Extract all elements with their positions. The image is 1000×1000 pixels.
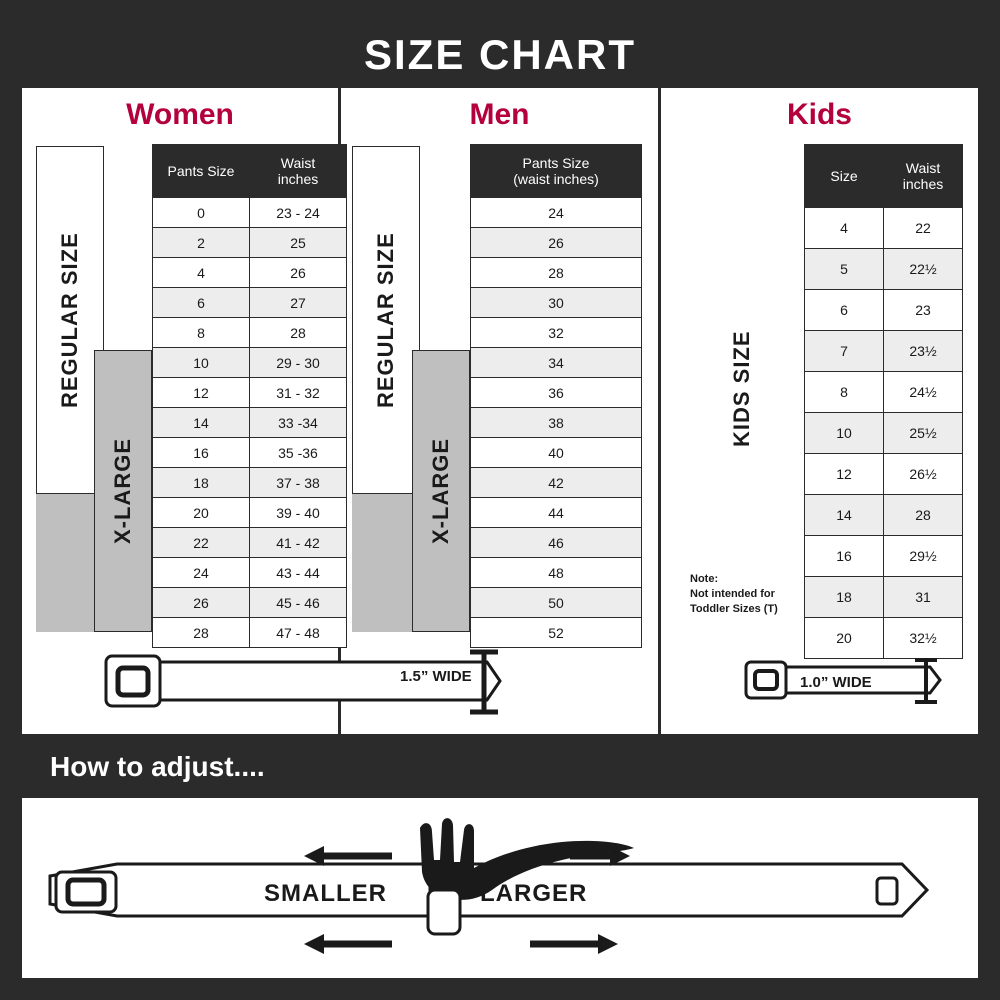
- men-header-line1: Pants Size: [522, 154, 590, 171]
- table-row: [471, 378, 642, 408]
- table-row: [471, 288, 642, 318]
- cell-size: 14: [805, 495, 884, 536]
- men-header-line2: (waist inches): [513, 171, 599, 187]
- cell-size: 5: [805, 249, 884, 290]
- cell-size: 20: [805, 618, 884, 659]
- cell-waist: 25: [250, 228, 347, 258]
- cell-size: 0: [153, 198, 250, 228]
- table-row: [471, 528, 642, 558]
- cell-waist: 28: [250, 318, 347, 348]
- cell-waist: 23½: [884, 331, 963, 372]
- cell-size: 52: [471, 618, 642, 648]
- cell-waist: 47 - 48: [250, 618, 347, 648]
- table-row: [153, 618, 347, 648]
- table-row: [471, 438, 642, 468]
- cell-waist: 23: [884, 290, 963, 331]
- table-row: [805, 249, 963, 290]
- table-row: [153, 498, 347, 528]
- table-row: [471, 318, 642, 348]
- cell-waist: 22½: [884, 249, 963, 290]
- men-table-header-row: [471, 145, 642, 198]
- cell-waist: 33 -34: [250, 408, 347, 438]
- women-table-header-row: [153, 145, 347, 198]
- section-title-men: Men: [469, 98, 530, 131]
- cell-waist: 24½: [884, 372, 963, 413]
- women-regular-label: REGULAR SIZE: [36, 146, 104, 494]
- adult-belt-width-label: 1.5” WIDE: [400, 668, 472, 685]
- cell-waist: 35 -36: [250, 438, 347, 468]
- cell-size: 42: [471, 468, 642, 498]
- cell-size: 7: [805, 331, 884, 372]
- cell-size: 10: [805, 413, 884, 454]
- table-row: [153, 198, 347, 228]
- table-row: [153, 288, 347, 318]
- kids-belt-width-label: 1.0” WIDE: [800, 674, 872, 691]
- table-row: [471, 558, 642, 588]
- table-row: [471, 228, 642, 258]
- how-to-adjust-panel: [22, 798, 978, 978]
- cell-size: 14: [153, 408, 250, 438]
- cell-size: 28: [471, 258, 642, 288]
- section-title-women: Women: [126, 98, 234, 131]
- cell-size: 26: [153, 588, 250, 618]
- cell-size: 48: [471, 558, 642, 588]
- cell-size: 24: [471, 198, 642, 228]
- table-row: [471, 408, 642, 438]
- cell-waist: 23 - 24: [250, 198, 347, 228]
- kids-size-label: KIDS SIZE: [688, 146, 796, 632]
- women-table: [152, 144, 347, 648]
- cell-size: 22: [153, 528, 250, 558]
- cell-waist: 29 - 30: [250, 348, 347, 378]
- adjust-larger-label: LARGER: [480, 880, 588, 907]
- cell-size: 50: [471, 588, 642, 618]
- women-header-waist-line1: Waist: [280, 154, 316, 171]
- table-row: [471, 468, 642, 498]
- cell-size: 26: [471, 228, 642, 258]
- cell-size: 6: [805, 290, 884, 331]
- women-header-pants-size: Pants Size: [153, 145, 250, 198]
- cell-size: 18: [805, 577, 884, 618]
- table-row: [805, 208, 963, 249]
- page-title: SIZE CHART: [364, 31, 636, 78]
- table-row: [805, 577, 963, 618]
- cell-waist: 22: [884, 208, 963, 249]
- table-row: [471, 258, 642, 288]
- cell-size: 2: [153, 228, 250, 258]
- kids-header-waist: [884, 145, 963, 208]
- cell-size: 18: [153, 468, 250, 498]
- kids-table: [804, 144, 963, 659]
- cell-size: 16: [805, 536, 884, 577]
- table-row: [153, 228, 347, 258]
- women-header-waist-line2: inches: [277, 171, 319, 187]
- section-title-kids: Kids: [786, 98, 852, 131]
- table-row: [805, 536, 963, 577]
- kids-header-waist-line2: inches: [902, 176, 944, 192]
- cell-waist: 29½: [884, 536, 963, 577]
- table-row: [805, 331, 963, 372]
- men-regular-label: REGULAR SIZE: [352, 146, 420, 494]
- kids-note-line2: Not intended for: [690, 587, 775, 600]
- cell-waist: 45 - 46: [250, 588, 347, 618]
- cell-size: 36: [471, 378, 642, 408]
- men-header-pants-size: [471, 145, 642, 198]
- main-panel: [22, 88, 978, 734]
- table-row: [153, 408, 347, 438]
- table-row: [153, 348, 347, 378]
- how-to-adjust-bar: [22, 736, 978, 798]
- cell-waist: 27: [250, 288, 347, 318]
- cell-size: 38: [471, 408, 642, 438]
- kids-note-line3: Toddler Sizes (T): [690, 602, 778, 615]
- cell-size: 6: [153, 288, 250, 318]
- cell-size: 46: [471, 528, 642, 558]
- kids-table-header-row: [805, 145, 963, 208]
- cell-waist: 37 - 38: [250, 468, 347, 498]
- table-row: [805, 495, 963, 536]
- table-row: [805, 413, 963, 454]
- cell-waist: 41 - 42: [250, 528, 347, 558]
- table-row: [153, 438, 347, 468]
- cell-size: 12: [805, 454, 884, 495]
- cell-size: 28: [153, 618, 250, 648]
- adjust-smaller-label: SMALLER: [264, 880, 387, 907]
- cell-waist: 43 - 44: [250, 558, 347, 588]
- table-row: [153, 258, 347, 288]
- cell-size: 10: [153, 348, 250, 378]
- table-row: [471, 618, 642, 648]
- table-row: [153, 318, 347, 348]
- cell-size: 32: [471, 318, 642, 348]
- cell-waist: 28: [884, 495, 963, 536]
- table-row: [471, 198, 642, 228]
- cell-size: 16: [153, 438, 250, 468]
- table-row: [153, 528, 347, 558]
- cell-size: 4: [805, 208, 884, 249]
- women-header-waist: [250, 145, 347, 198]
- table-row: [153, 378, 347, 408]
- cell-waist: 39 - 40: [250, 498, 347, 528]
- cell-waist: 25½: [884, 413, 963, 454]
- cell-size: 24: [153, 558, 250, 588]
- table-row: [471, 498, 642, 528]
- table-row: [805, 290, 963, 331]
- table-row: [153, 558, 347, 588]
- table-row: [153, 588, 347, 618]
- cell-waist: 26: [250, 258, 347, 288]
- table-row: [471, 348, 642, 378]
- men-table: [470, 144, 642, 648]
- women-xlarge-label: X-LARGE: [94, 350, 152, 632]
- kids-header-waist-line1: Waist: [905, 159, 941, 176]
- table-row: [805, 372, 963, 413]
- cell-size: 44: [471, 498, 642, 528]
- cell-waist: 31: [884, 577, 963, 618]
- cell-size: 8: [805, 372, 884, 413]
- cell-size: 20: [153, 498, 250, 528]
- cell-size: 40: [471, 438, 642, 468]
- cell-size: 4: [153, 258, 250, 288]
- title-bar: [22, 24, 978, 86]
- cell-size: 8: [153, 318, 250, 348]
- cell-size: 12: [153, 378, 250, 408]
- table-row: [805, 454, 963, 495]
- kids-note-line1: Note:: [690, 573, 719, 585]
- cell-waist: 32½: [884, 618, 963, 659]
- cell-size: 30: [471, 288, 642, 318]
- table-row: [471, 588, 642, 618]
- kids-note: [690, 572, 820, 617]
- men-xlarge-label: X-LARGE: [412, 350, 470, 632]
- cell-waist: 31 - 32: [250, 378, 347, 408]
- divider-men-kids: [658, 88, 661, 734]
- table-row: [153, 468, 347, 498]
- cell-size: 34: [471, 348, 642, 378]
- cell-waist: 26½: [884, 454, 963, 495]
- kids-header-size: Size: [805, 145, 884, 208]
- how-to-adjust-title: How to adjust....: [50, 751, 265, 782]
